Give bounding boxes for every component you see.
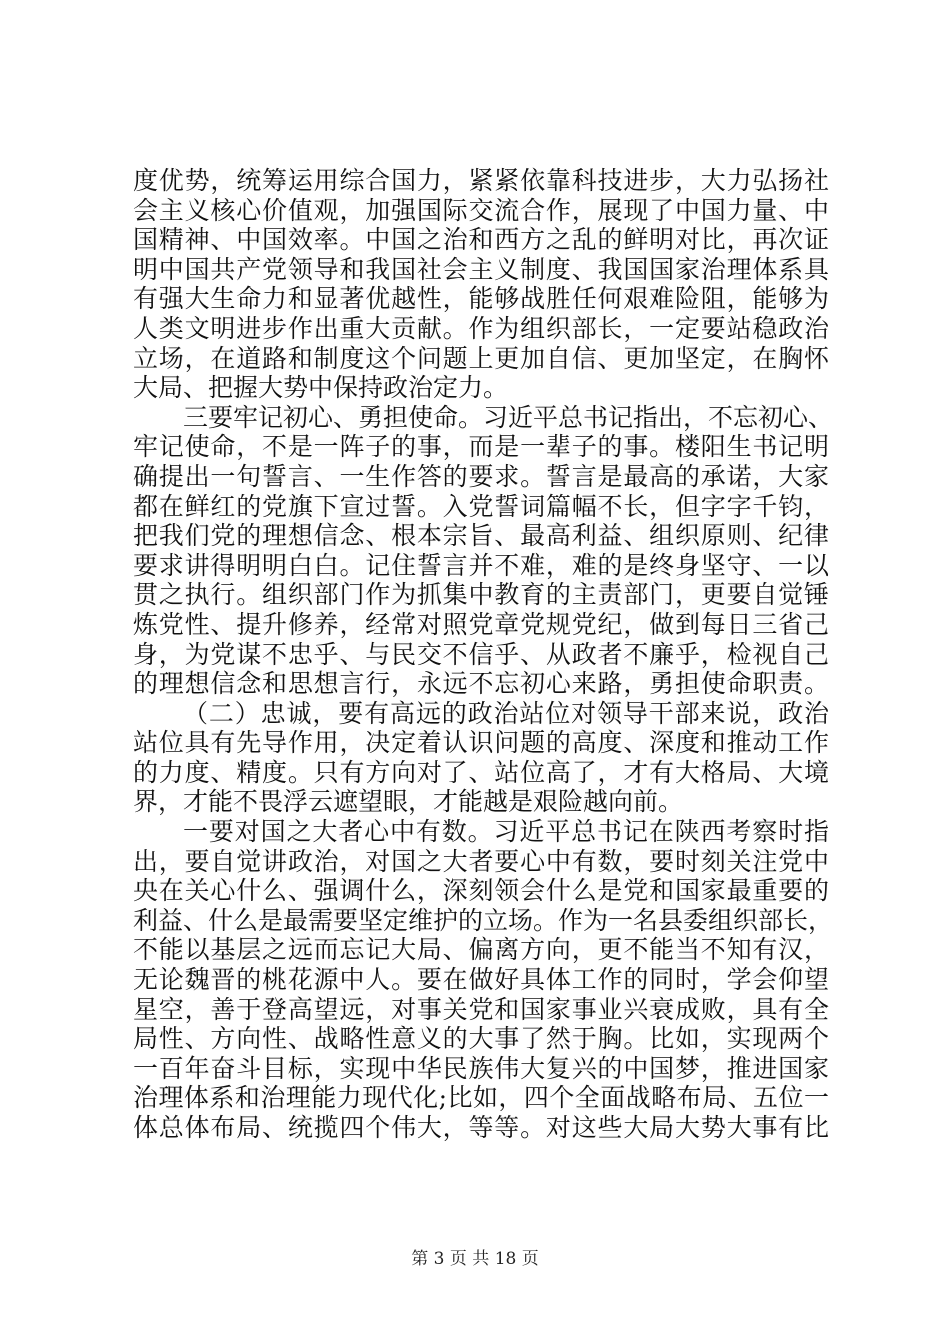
text-line: 不能以基层之远而忘记大局、偏离方向，更不能当不知有汉， bbox=[133, 935, 829, 965]
text-line: 度优势，统筹运用综合国力，紧紧依靠科技进步，大力弘扬社 bbox=[133, 166, 829, 195]
text-line: 一要对国之大者心中有数。习近平总书记在陕西考察时指 bbox=[183, 817, 829, 847]
text-line: 会主义核心价值观，加强国际交流合作，展现了中国力量、中 bbox=[133, 195, 829, 225]
text-line: 央在关心什么、强调什么，深刻领会什么是党和国家最重要的 bbox=[133, 876, 829, 906]
text-line: （二）忠诚，要有高远的政治站位对领导干部来说，政治 bbox=[183, 698, 829, 728]
text-line: 人类文明进步作出重大贡献。作为组织部长，一定要站稳政治 bbox=[133, 313, 829, 343]
text-line: 三要牢记初心、勇担使命。习近平总书记指出，不忘初心、 bbox=[183, 402, 834, 432]
text-line: 大局、把握大势中保持政治定力。 bbox=[133, 373, 509, 403]
text-line: 要求讲得明明白白。记住誓言并不难，难的是终身坚守、一以 bbox=[133, 550, 829, 580]
text-line: 都在鲜红的党旗下宣过誓。入党誓词篇幅不长，但字字千钧， bbox=[133, 491, 829, 521]
text-line: 体总体布局、统揽四个伟大，等等。对这些大局大势大事有比 bbox=[133, 1113, 829, 1142]
text-line: 一百年奋斗目标，实现中华民族伟大复兴的中国梦，推进国家 bbox=[133, 1053, 829, 1083]
document-body bbox=[133, 166, 834, 1143]
text-line: 炼党性、提升修养，经常对照党章党规党纪，做到每日三省己 bbox=[133, 609, 829, 639]
text-line: 确提出一句誓言、一生作答的要求。誓言是最高的承诺，大家 bbox=[133, 461, 829, 491]
text-line: 国精神、中国效率。中国之治和西方之乱的鲜明对比，再次证 bbox=[133, 225, 829, 255]
text-line: 局性、方向性、战略性意义的大事了然于胸。比如，实现两个 bbox=[133, 1024, 829, 1054]
text-line: 牢记使命，不是一阵子的事，而是一辈子的事。楼阳生书记明 bbox=[133, 432, 829, 462]
text-line: 有强大生命力和显著优越性，能够战胜任何艰难险阻，能够为 bbox=[133, 284, 829, 314]
text-line: 明中国共产党领导和我国社会主义制度、我国国家治理体系具 bbox=[133, 254, 829, 284]
text-line: 把我们党的理想信念、根本宗旨、最高利益、组织原则、纪律 bbox=[133, 521, 829, 551]
page-footer: 第 3 页 共 18 页 bbox=[411, 1249, 539, 1269]
text-line: 出，要自觉讲政治，对国之大者要心中有数，要时刻关注党中 bbox=[133, 846, 829, 876]
text-line: 利益、什么是最需要坚定维护的立场。作为一名县委组织部长， bbox=[133, 905, 834, 935]
text-line: 的理想信念和思想言行，永远不忘初心来路，勇担使命职责。 bbox=[133, 669, 829, 699]
text-line: 星空，善于登高望远，对事关党和国家事业兴衰成败，具有全 bbox=[133, 994, 829, 1024]
text-line: 身，为党谋不忠乎、与民交不信乎、从政者不廉乎，检视自己 bbox=[133, 639, 829, 669]
text-line: 界，才能不畏浮云遮望眼，才能越是艰险越向前。 bbox=[133, 787, 684, 817]
text-line: 的力度、精度。只有方向对了、站位高了，才有大格局、大境 bbox=[133, 757, 829, 787]
text-line: 立场，在道路和制度这个问题上更加自信、更加坚定，在胸怀 bbox=[133, 343, 829, 373]
text-line: 无论魏晋的桃花源中人。要在做好具体工作的同时，学会仰望 bbox=[133, 965, 829, 995]
text-line: 站位具有先导作用，决定着认识问题的高度、深度和推动工作 bbox=[133, 728, 829, 758]
text-line: 治理体系和治理能力现代化;比如，四个全面战略布局、五位一 bbox=[133, 1083, 829, 1113]
text-line: 贯之执行。组织部门作为抓集中教育的主责部门，更要自觉锤 bbox=[133, 580, 829, 610]
